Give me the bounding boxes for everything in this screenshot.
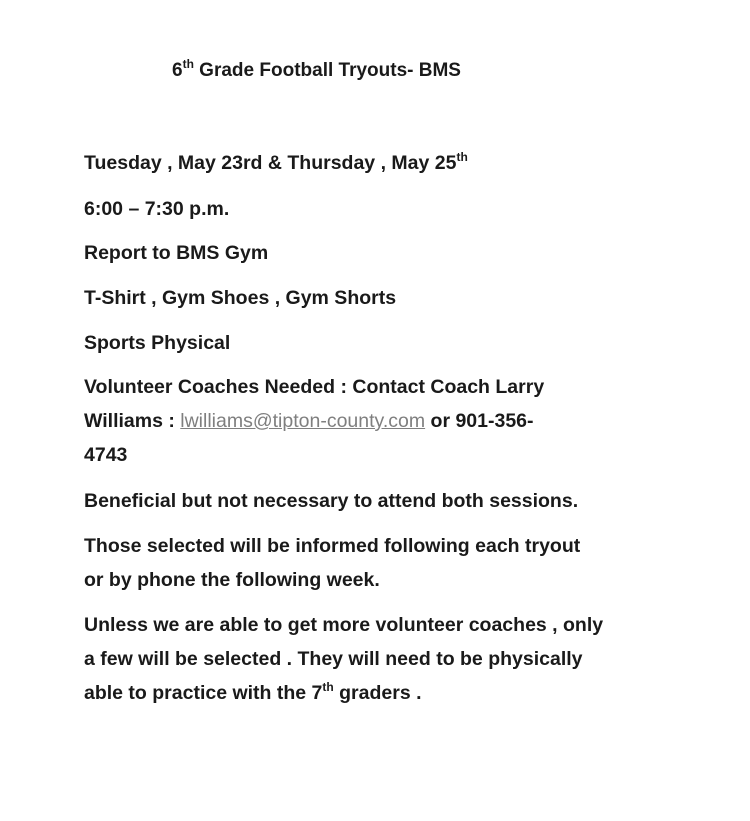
volunteer-line-2: [84, 410, 534, 433]
email-link[interactable]: lwilliams@tipton-county.com: [180, 410, 426, 432]
volunteer-contact-prefix: Williams :: [84, 410, 181, 432]
unless-line-3-text: able to practice with the 7: [84, 682, 323, 704]
volunteer-line-1: Volunteer Coaches Needed : Contact Coach Larry: [84, 376, 545, 398]
title-text: Grade Football Tryouts- BMS: [193, 60, 461, 81]
volunteer-line-3: 4743: [84, 444, 128, 466]
unless-line-1: Unless we are able to get more volunteer coaches , only: [84, 614, 604, 636]
dates-text: Tuesday , May 23rd & Thursday , May 25: [84, 152, 457, 174]
unless-line-3-end: graders .: [333, 682, 422, 704]
grade-superscript: th: [322, 679, 334, 694]
unless-line-2: a few will be selected . They will need to be physically: [84, 648, 583, 670]
flyer-title: [172, 56, 461, 82]
attire-requirements: T-Shirt , Gym Shoes , Gym Shorts: [84, 287, 397, 309]
unless-line-3: [84, 679, 422, 705]
tryout-time: 6:00 – 7:30 p.m.: [84, 198, 230, 220]
title-superscript: th: [182, 56, 194, 71]
tryout-dates: [84, 149, 468, 175]
beneficial-note: Beneficial but not necessary to attend both sessions.: [84, 490, 579, 512]
selected-line-2: or by phone the following week.: [84, 569, 380, 591]
selected-line-1: Those selected will be informed following each tryout: [84, 535, 581, 557]
sports-physical: Sports Physical: [84, 332, 231, 354]
phone-part-1: or 901-356-: [425, 410, 534, 432]
title-ordinal: 6: [172, 60, 183, 81]
report-location: Report to BMS Gym: [84, 242, 269, 264]
dates-superscript: th: [456, 149, 468, 164]
